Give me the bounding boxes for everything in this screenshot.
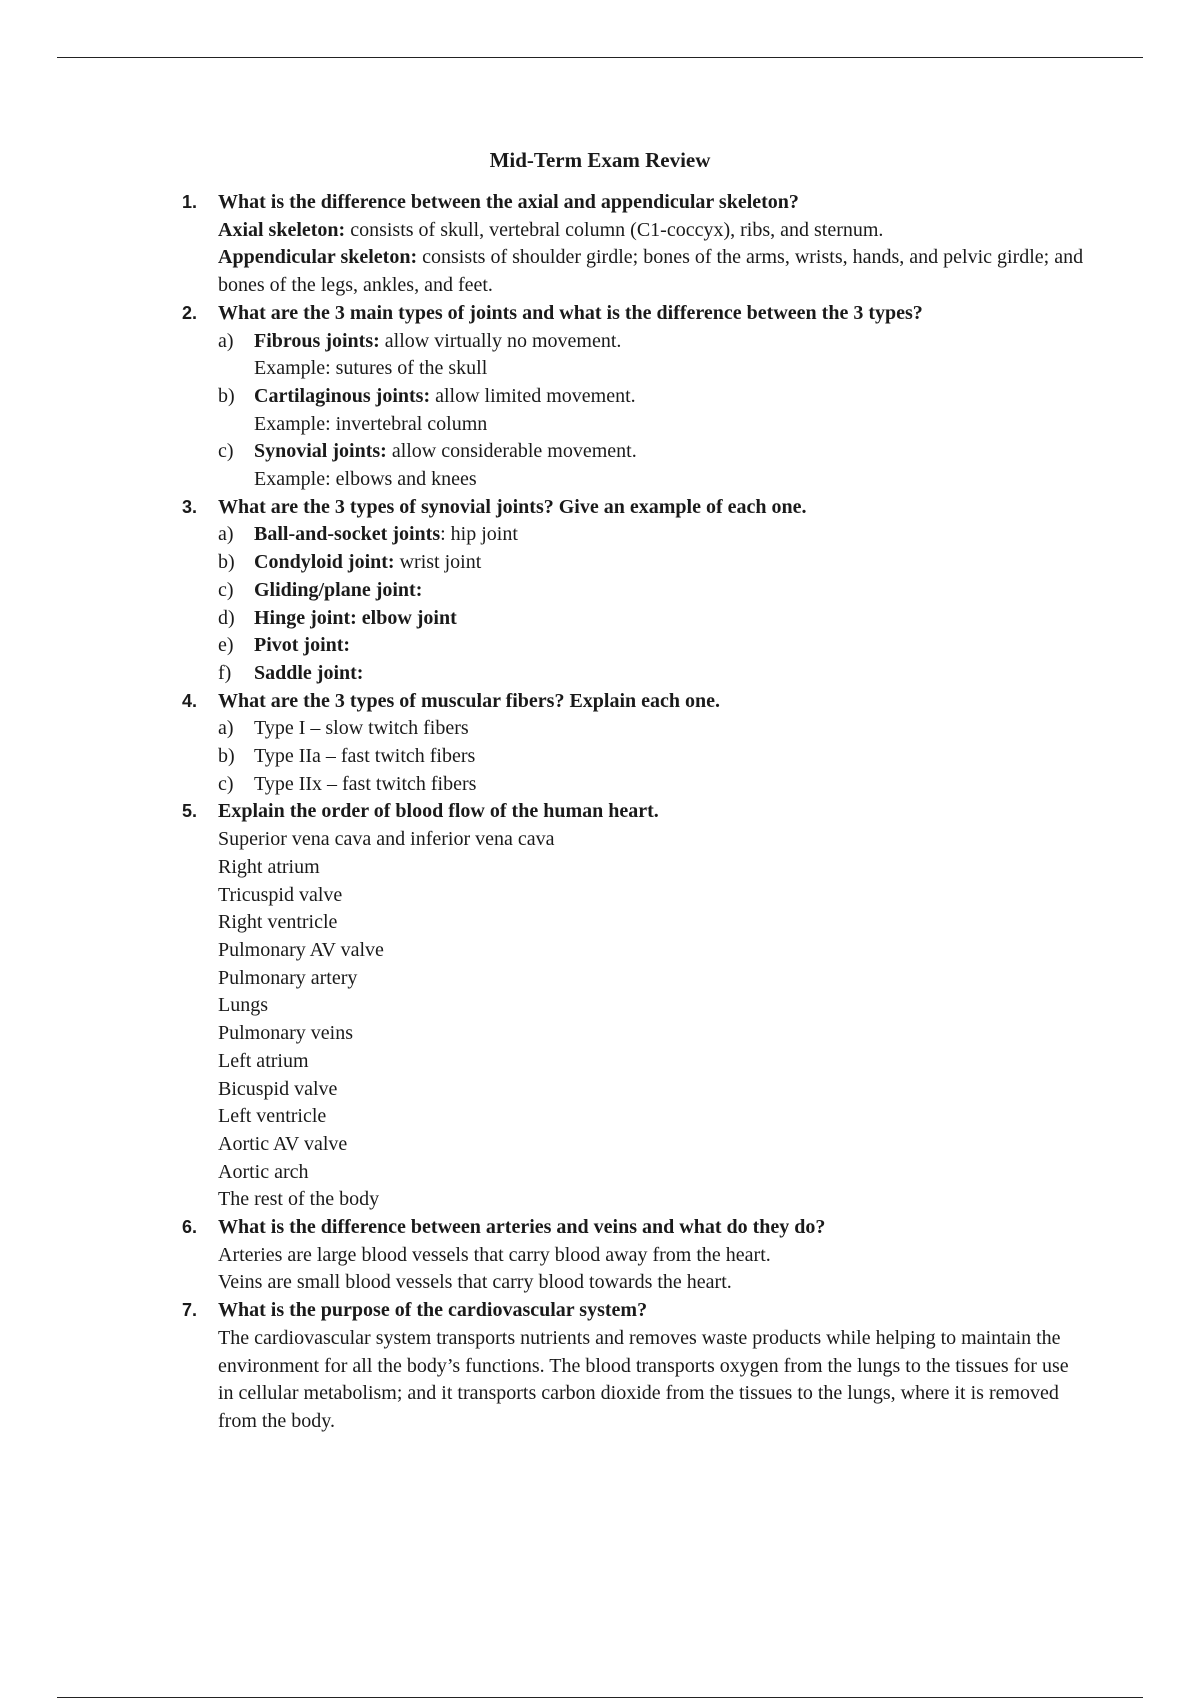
item-detail: allow virtually no movement.	[379, 329, 622, 352]
question-number: 3.	[182, 496, 198, 517]
item-term: Synovial joints:	[254, 440, 387, 463]
blood-flow-step: Superior vena cava and inferior vena cava	[218, 828, 555, 851]
item-letter: a)	[218, 717, 234, 740]
list-item	[218, 577, 1088, 605]
item-letter: c)	[218, 440, 234, 463]
blood-flow-step: Pulmonary artery	[218, 966, 358, 989]
answer-line: Veins are small blood vessels that carry blood towards the heart.	[218, 1271, 732, 1294]
blood-flow-step: Lungs	[218, 994, 268, 1017]
list-item	[218, 743, 1088, 771]
blood-flow-step: Left atrium	[218, 1049, 309, 1072]
answer-term: Axial skeleton:	[218, 218, 346, 241]
blood-flow-step: Aortic AV valve	[218, 1132, 348, 1155]
item-example: Example: elbows and knees	[254, 468, 477, 491]
item-term: Ball-and-socket joints	[254, 523, 441, 546]
question-2	[0, 300, 1200, 328]
question-text: What are the 3 types of muscular fibers? Explain each one.	[218, 689, 721, 712]
blood-flow-step: Right ventricle	[218, 911, 338, 934]
item-letter: c)	[218, 772, 234, 795]
item-term: Fibrous joints:	[254, 329, 380, 352]
question-text: What are the 3 types of synovial joints? Give an example of each one.	[218, 495, 807, 518]
top-rule	[57, 57, 1143, 58]
question-number: 2.	[182, 302, 198, 323]
item-example: Example: sutures of the skull	[254, 357, 488, 380]
answer-line	[218, 217, 1088, 245]
answer-line	[218, 244, 1088, 299]
item-letter: c)	[218, 578, 234, 601]
list-item	[218, 549, 1088, 577]
blood-flow-step: Pulmonary AV valve	[218, 938, 384, 961]
question-1	[0, 189, 1200, 217]
item-letter: d)	[218, 606, 235, 629]
blood-flow-step: Left ventricle	[218, 1105, 327, 1128]
bottom-rule	[57, 1697, 1143, 1698]
blood-flow-step: Right atrium	[218, 855, 320, 878]
question-number: 6.	[182, 1217, 198, 1238]
item-term: Condyloid joint:	[254, 551, 395, 574]
item-letter: b)	[218, 384, 235, 407]
blood-flow-step: Aortic arch	[218, 1160, 309, 1183]
list-item	[218, 715, 1088, 743]
item-letter: a)	[218, 329, 234, 352]
item-letter: e)	[218, 634, 234, 657]
question-number: 7.	[182, 1300, 198, 1321]
item-text: Type I – slow twitch fibers	[254, 717, 469, 740]
question-number: 4.	[182, 690, 198, 711]
list-item	[218, 605, 1088, 633]
answer-detail: consists of shoulder girdle; bones of the arms, wrists, hands, and pelvic girdle; and bones of the legs, ankles, and feet.	[218, 246, 1084, 297]
item-letter: f)	[218, 661, 232, 684]
question-list	[0, 189, 1200, 1436]
list-item	[218, 521, 1088, 549]
question-3	[0, 494, 1200, 522]
list-item	[218, 660, 1088, 688]
blood-flow-step: Tricuspid valve	[218, 883, 343, 906]
item-detail: allow limited movement.	[430, 384, 636, 407]
item-detail: wrist joint	[394, 551, 482, 574]
answer-paragraph: The cardiovascular system transports nutrients and removes waste products while helping to maintain the environment for all the body’s functions. The blood transports oxygen from the lungs to the tissues for use in cellular metabolism; and it transports carbon dioxide from the tissues to the lungs, where it is removed from the body.	[218, 1326, 1069, 1432]
list-item	[218, 328, 1088, 356]
question-text: What is the difference between the axial and appendicular skeleton?	[218, 191, 799, 213]
item-letter: a)	[218, 523, 234, 546]
answer-detail: consists of skull, vertebral column (C1-coccyx), ribs, and sternum.	[345, 218, 884, 241]
blood-flow-step: Pulmonary veins	[218, 1022, 353, 1045]
question-text: Explain the order of blood flow of the human heart.	[218, 800, 659, 823]
list-item	[218, 383, 1088, 411]
list-item	[218, 632, 1088, 660]
item-term: Pivot joint:	[254, 634, 351, 657]
item-term: Gliding/plane joint:	[254, 578, 423, 601]
item-example: Example: invertebral column	[254, 412, 488, 435]
question-text: What is the difference between arteries and veins and what do they do?	[218, 1216, 826, 1239]
item-text: Type IIa – fast twitch fibers	[254, 745, 476, 768]
answer-line: Arteries are large blood vessels that carry blood away from the heart.	[218, 1243, 771, 1266]
question-4	[0, 688, 1200, 716]
question-number: 5.	[182, 801, 198, 822]
item-letter: b)	[218, 745, 235, 768]
item-detail: allow considerable movement.	[386, 440, 637, 463]
item-detail: : hip joint	[440, 523, 518, 546]
item-letter: b)	[218, 551, 235, 574]
list-item	[218, 771, 1088, 799]
item-term: Hinge joint: elbow joint	[254, 606, 457, 629]
item-text: Type IIx – fast twitch fibers	[254, 772, 477, 795]
question-6	[0, 1214, 1200, 1242]
list-item	[218, 438, 1088, 466]
page-title: Mid-Term Exam Review	[489, 148, 711, 172]
item-term: Cartilaginous joints:	[254, 384, 431, 407]
item-term: Saddle joint:	[254, 661, 364, 684]
question-text: What are the 3 main types of joints and what is the difference between the 3 types?	[218, 301, 923, 324]
question-number: 1.	[182, 192, 198, 212]
question-5	[0, 798, 1200, 826]
question-7	[0, 1297, 1200, 1325]
answer-term: Appendicular skeleton:	[218, 246, 418, 269]
question-text: What is the purpose of the cardiovascular system?	[218, 1299, 648, 1322]
blood-flow-step: Bicuspid valve	[218, 1077, 338, 1100]
blood-flow-step: The rest of the body	[218, 1188, 380, 1211]
